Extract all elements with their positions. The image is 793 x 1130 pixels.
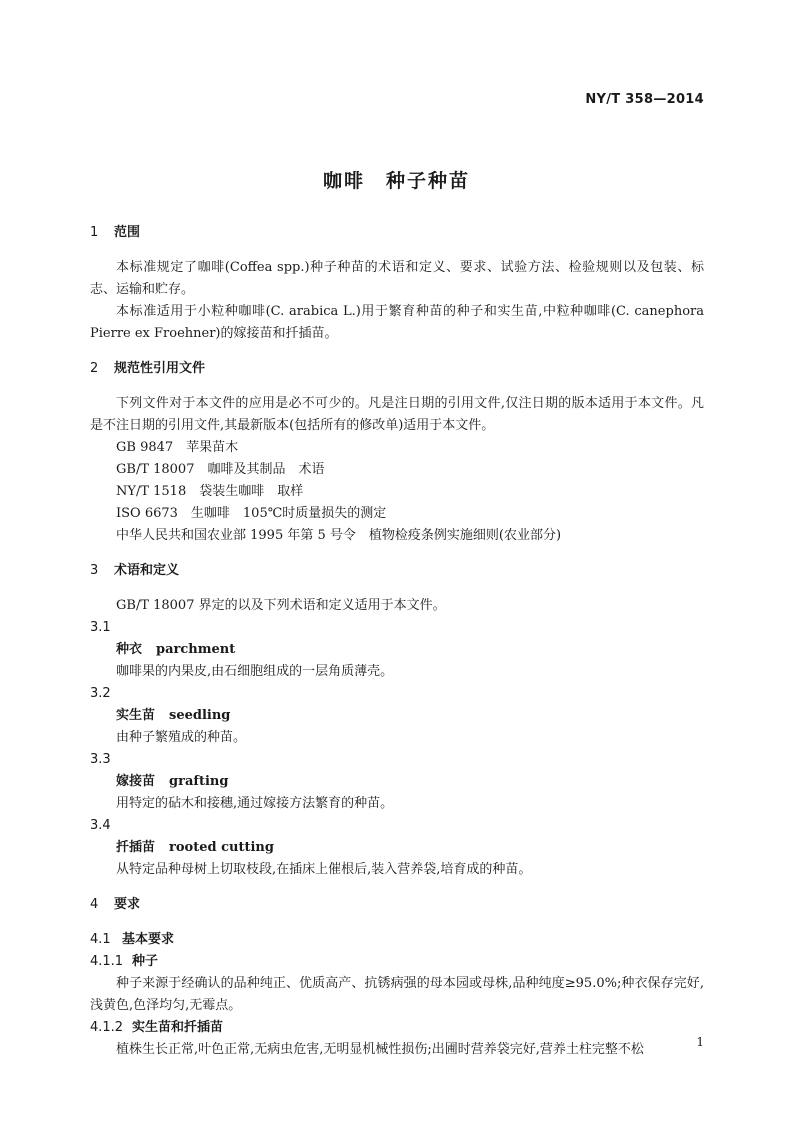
seeds-requirement-text: 种子来源于经确认的品种纯正、优质高产、抗锈病强的母本园或母株,品种纯度≥95.0%;种衣保存完好,浅黄色,色泽均匀,无霉点。 — [90, 976, 704, 1013]
subsection-heading-basic-requirements — [90, 929, 704, 951]
term-definition: 用特定的砧木和接穗,通过嫁接方法繁育的种苗。 — [116, 796, 394, 811]
section-number: 1 — [90, 225, 99, 240]
page-number: 1 — [696, 1035, 704, 1049]
reference-item: GB 9847 苹果苗木 — [116, 440, 239, 455]
term-number: 3.4 — [90, 818, 111, 833]
term-number: 3.1 — [90, 620, 111, 635]
standard-code: NY/T 358—2014 — [585, 92, 704, 107]
term-chinese: 嫁接苗 — [116, 774, 156, 789]
terms-intro: GB/T 18007 界定的以及下列术语和定义适用于本文件。 — [116, 598, 446, 613]
term-chinese: 扦插苗 — [116, 840, 156, 855]
term-heading — [90, 837, 704, 859]
term-english: grafting — [169, 774, 229, 789]
term-heading — [90, 705, 704, 727]
term-definition: 由种子繁殖成的种苗。 — [116, 730, 247, 745]
section-title: 要求 — [114, 897, 141, 912]
clause-number: 4.1.1 — [90, 954, 124, 969]
section-title: 术语和定义 — [114, 563, 180, 578]
reference-item: ISO 6673 生咖啡 105℃时质量损失的测定 — [116, 506, 387, 521]
document-title: 咖啡 种子种苗 — [322, 170, 470, 192]
section-title: 规范性引用文件 — [114, 361, 206, 376]
term-chinese: 实生苗 — [116, 708, 156, 723]
term-english: rooted cutting — [169, 840, 274, 855]
references-intro: 下列文件对于本文件的应用是必不可少的。凡是注日期的引用文件,仅注日期的版本适用于本文件。凡是不注日期的引用文件,其最新版本(包括所有的修改单)适用于本文件。 — [90, 396, 704, 433]
section-heading-normative-references — [90, 358, 704, 380]
scope-paragraph-1: 本标准规定了咖啡(Coffea spp.)种子种苗的术语和定义、要求、试验方法、检验规则以及包装、标志、运输和贮存。 — [90, 260, 704, 297]
term-number: 3.2 — [90, 686, 111, 701]
term-number: 3.3 — [90, 752, 111, 767]
clause-title: 种子 — [132, 954, 159, 969]
subsection-title: 基本要求 — [122, 932, 175, 947]
term-heading — [90, 771, 704, 793]
term-definition: 从特定品种母树上切取枝段,在插床上催根后,装入营养袋,培育成的种苗。 — [116, 862, 532, 877]
term-heading — [90, 639, 704, 661]
seedlings-requirement-text: 植株生长正常,叶色正常,无病虫危害,无明显机械性损伤;出圃时营养袋完好,营养土柱完整不松 — [116, 1042, 644, 1057]
reference-item: 中华人民共和国农业部 1995 年第 5 号令 植物检疫条例实施细则(农业部分) — [116, 528, 562, 543]
document-body — [90, 222, 704, 1061]
section-heading-scope — [90, 222, 704, 244]
scope-paragraph-2: 本标准适用于小粒种咖啡(C. arabica L.)用于繁育种苗的种子和实生苗,中粒种咖啡(C. canephora Pierre ex Froehner)的嫁接苗和扦插苗。 — [90, 304, 704, 341]
term-english: seedling — [169, 708, 231, 723]
section-heading-requirements — [90, 894, 704, 916]
term-english: parchment — [156, 642, 236, 657]
reference-item: GB/T 18007 咖啡及其制品 术语 — [116, 462, 325, 477]
clause-heading-seeds — [90, 951, 704, 973]
clause-number: 4.1.2 — [90, 1020, 124, 1035]
section-number: 3 — [90, 563, 99, 578]
term-definition: 咖啡果的内果皮,由石细胞组成的一层角质薄壳。 — [116, 664, 394, 679]
term-chinese: 种衣 — [116, 642, 143, 657]
section-title: 范围 — [114, 225, 141, 240]
subsection-number: 4.1 — [90, 932, 111, 947]
section-number: 2 — [90, 361, 99, 376]
clause-title: 实生苗和扦插苗 — [132, 1020, 224, 1035]
section-heading-terms — [90, 560, 704, 582]
reference-item: NY/T 1518 袋装生咖啡 取样 — [116, 484, 304, 499]
section-number: 4 — [90, 897, 99, 912]
clause-heading-seedlings — [90, 1017, 704, 1039]
